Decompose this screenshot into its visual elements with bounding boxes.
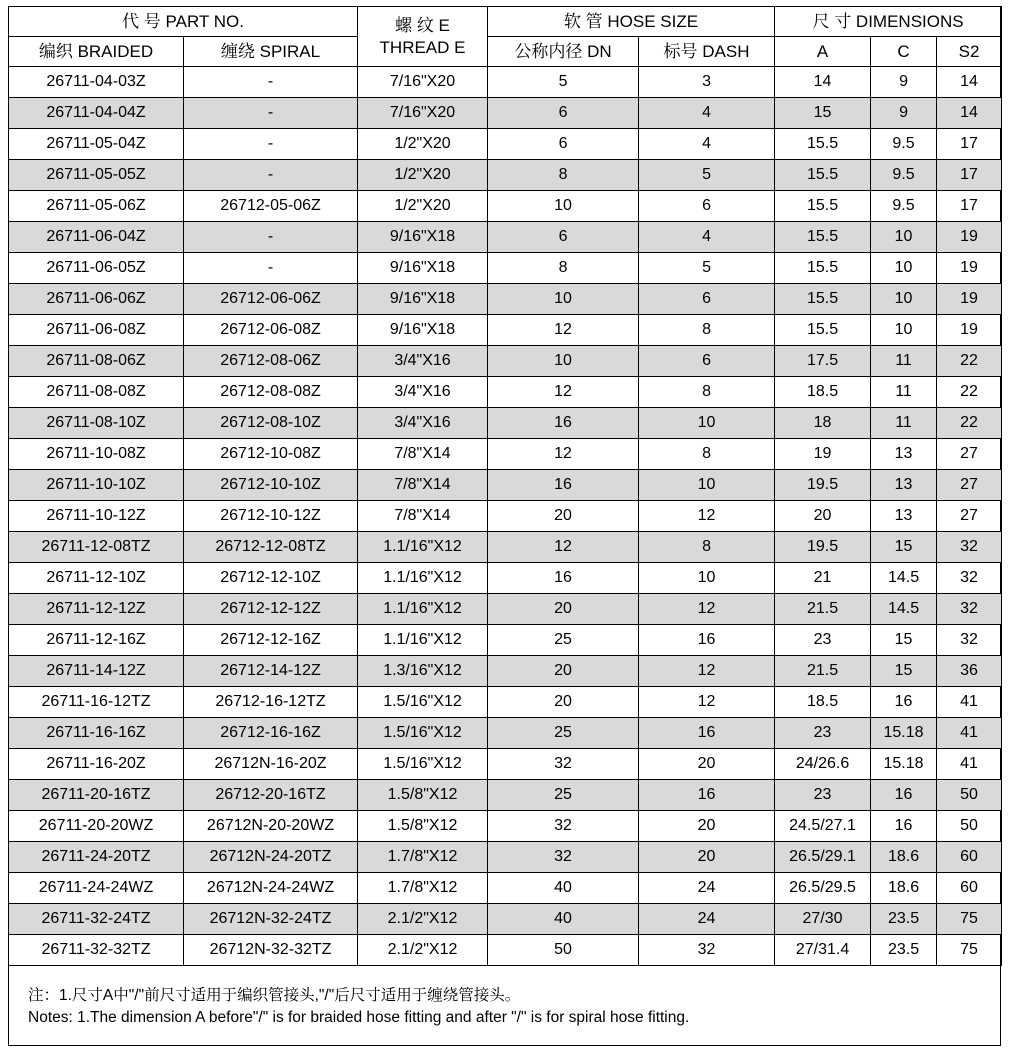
cell-braided-part: 26711-10-08Z — [9, 439, 184, 470]
cell-dim-c: 14.5 — [871, 563, 937, 594]
cell-spiral-part: 26712-05-06Z — [184, 191, 358, 222]
header-thread — [358, 7, 488, 67]
cell-braided-part: 26711-08-06Z — [9, 346, 184, 377]
cell-thread: 1.1/16"X12 — [358, 563, 488, 594]
cell-braided-part: 26711-14-12Z — [9, 656, 184, 687]
header-thread-cn: 螺 纹 E — [395, 15, 450, 35]
cell-dim-c: 13 — [871, 501, 937, 532]
cell-spiral-part: 26712-10-10Z — [184, 470, 358, 501]
cell-dim-a: 19 — [775, 439, 871, 470]
header-dn: 公称内径 DN — [488, 37, 639, 67]
cell-thread: 1/2"X20 — [358, 129, 488, 160]
cell-dim-a: 15.5 — [775, 253, 871, 284]
cell-dn: 6 — [488, 129, 639, 160]
cell-spiral-part: 26712-10-12Z — [184, 501, 358, 532]
header-thread-en: THREAD E — [379, 37, 466, 57]
cell-braided-part: 26711-16-20Z — [9, 749, 184, 780]
cell-dash: 16 — [639, 625, 775, 656]
cell-braided-part: 26711-06-05Z — [9, 253, 184, 284]
header-s2: S2 — [937, 37, 1002, 67]
table-row — [9, 749, 1002, 780]
cell-dash: 12 — [639, 594, 775, 625]
cell-dim-s2: 19 — [937, 222, 1002, 253]
header-dash: 标号 DASH — [639, 37, 775, 67]
table-row — [9, 811, 1002, 842]
cell-dim-a: 21.5 — [775, 656, 871, 687]
cell-dim-c: 23.5 — [871, 935, 937, 966]
cell-dim-c: 18.6 — [871, 873, 937, 904]
cell-dim-c: 11 — [871, 377, 937, 408]
cell-braided-part: 26711-12-08TZ — [9, 532, 184, 563]
cell-braided-part: 26711-24-20TZ — [9, 842, 184, 873]
cell-dash: 8 — [639, 377, 775, 408]
cell-dim-s2: 17 — [937, 129, 1002, 160]
cell-dim-a: 20 — [775, 501, 871, 532]
cell-dn: 12 — [488, 377, 639, 408]
cell-spiral-part: 26712-20-16TZ — [184, 780, 358, 811]
header-braided: 编织 BRAIDED — [9, 37, 184, 67]
cell-dn: 20 — [488, 501, 639, 532]
header-part-no: 代 号 PART NO. — [9, 7, 358, 37]
cell-dim-a: 18 — [775, 408, 871, 439]
cell-dim-s2: 50 — [937, 811, 1002, 842]
cell-spiral-part: - — [184, 253, 358, 284]
cell-dim-a: 23 — [775, 780, 871, 811]
cell-thread: 1.5/8"X12 — [358, 811, 488, 842]
cell-spiral-part: - — [184, 67, 358, 98]
cell-dim-a: 15.5 — [775, 315, 871, 346]
cell-braided-part: 26711-05-06Z — [9, 191, 184, 222]
cell-dash: 32 — [639, 935, 775, 966]
table-row — [9, 842, 1002, 873]
cell-thread: 3/4"X16 — [358, 377, 488, 408]
cell-dim-s2: 36 — [937, 656, 1002, 687]
cell-dim-a: 18.5 — [775, 377, 871, 408]
cell-dash: 20 — [639, 842, 775, 873]
table-row — [9, 253, 1002, 284]
cell-dim-c: 11 — [871, 346, 937, 377]
table-row — [9, 439, 1002, 470]
table-row — [9, 935, 1002, 966]
table-row — [9, 67, 1002, 98]
cell-dim-s2: 60 — [937, 873, 1002, 904]
cell-dim-s2: 19 — [937, 284, 1002, 315]
cell-dash: 6 — [639, 284, 775, 315]
cell-dim-c: 13 — [871, 439, 937, 470]
cell-dim-c: 9.5 — [871, 129, 937, 160]
table-row — [9, 222, 1002, 253]
cell-thread: 1.7/8"X12 — [358, 873, 488, 904]
cell-dim-s2: 32 — [937, 594, 1002, 625]
header-hose-size: 软 管 HOSE SIZE — [488, 7, 775, 37]
cell-dim-s2: 19 — [937, 253, 1002, 284]
cell-braided-part: 26711-12-10Z — [9, 563, 184, 594]
cell-dn: 40 — [488, 873, 639, 904]
cell-dash: 20 — [639, 811, 775, 842]
cell-thread: 1.5/16"X12 — [358, 687, 488, 718]
cell-dn: 25 — [488, 625, 639, 656]
cell-spiral-part: 26712-16-12TZ — [184, 687, 358, 718]
table-row — [9, 98, 1002, 129]
table-row — [9, 284, 1002, 315]
cell-dim-a: 27/30 — [775, 904, 871, 935]
cell-dash: 12 — [639, 656, 775, 687]
cell-dim-c: 10 — [871, 284, 937, 315]
cell-dim-c: 16 — [871, 780, 937, 811]
cell-spiral-part: 26712-06-08Z — [184, 315, 358, 346]
cell-dim-a: 26.5/29.5 — [775, 873, 871, 904]
table-header — [9, 7, 1002, 67]
cell-dim-c: 9.5 — [871, 191, 937, 222]
cell-dash: 6 — [639, 346, 775, 377]
cell-dash: 8 — [639, 315, 775, 346]
table-row — [9, 532, 1002, 563]
cell-spiral-part: 26712-12-08TZ — [184, 532, 358, 563]
cell-dim-a: 17.5 — [775, 346, 871, 377]
cell-spiral-part: 26712-08-08Z — [184, 377, 358, 408]
cell-dim-c: 18.6 — [871, 842, 937, 873]
cell-braided-part: 26711-20-16TZ — [9, 780, 184, 811]
table-row — [9, 377, 1002, 408]
cell-braided-part: 26711-24-24WZ — [9, 873, 184, 904]
cell-dim-s2: 41 — [937, 687, 1002, 718]
cell-dn: 16 — [488, 470, 639, 501]
cell-dim-s2: 22 — [937, 377, 1002, 408]
cell-thread: 2.1/2"X12 — [358, 904, 488, 935]
cell-dash: 4 — [639, 98, 775, 129]
cell-dash: 3 — [639, 67, 775, 98]
cell-dn: 12 — [488, 532, 639, 563]
cell-dim-c: 9 — [871, 67, 937, 98]
cell-spiral-part: 26712-16-16Z — [184, 718, 358, 749]
cell-dash: 20 — [639, 749, 775, 780]
cell-dn: 20 — [488, 594, 639, 625]
cell-thread: 1/2"X20 — [358, 160, 488, 191]
cell-dim-a: 24.5/27.1 — [775, 811, 871, 842]
cell-spiral-part: - — [184, 160, 358, 191]
cell-dim-c: 16 — [871, 811, 937, 842]
cell-dim-s2: 60 — [937, 842, 1002, 873]
cell-braided-part: 26711-16-16Z — [9, 718, 184, 749]
cell-braided-part: 26711-05-04Z — [9, 129, 184, 160]
cell-dim-c: 23.5 — [871, 904, 937, 935]
cell-spiral-part: - — [184, 129, 358, 160]
cell-dim-s2: 27 — [937, 501, 1002, 532]
table-row — [9, 904, 1002, 935]
cell-thread: 7/8"X14 — [358, 470, 488, 501]
cell-spiral-part: 26712N-24-20TZ — [184, 842, 358, 873]
cell-dash: 12 — [639, 687, 775, 718]
cell-dim-c: 14.5 — [871, 594, 937, 625]
cell-dim-s2: 32 — [937, 532, 1002, 563]
cell-dash: 16 — [639, 718, 775, 749]
cell-dim-a: 14 — [775, 67, 871, 98]
cell-dn: 12 — [488, 315, 639, 346]
header-spiral: 缠绕 SPIRAL — [184, 37, 358, 67]
cell-spiral-part: 26712-08-06Z — [184, 346, 358, 377]
cell-dn: 6 — [488, 222, 639, 253]
cell-thread: 1.1/16"X12 — [358, 532, 488, 563]
cell-dash: 5 — [639, 253, 775, 284]
cell-spiral-part: 26712N-20-20WZ — [184, 811, 358, 842]
cell-thread: 7/8"X14 — [358, 501, 488, 532]
cell-thread: 9/16"X18 — [358, 284, 488, 315]
cell-dim-a: 15.5 — [775, 222, 871, 253]
header-a: A — [775, 37, 871, 67]
note-cn: 注：1.尺寸A中"/"前尺寸适用于编织管接头,"/"后尺寸适用于缠绕管接头。 — [28, 987, 521, 1004]
cell-dn: 8 — [488, 160, 639, 191]
cell-dim-s2: 17 — [937, 160, 1002, 191]
cell-dn: 32 — [488, 842, 639, 873]
table-row — [9, 160, 1002, 191]
cell-thread: 1/2"X20 — [358, 191, 488, 222]
cell-dim-c: 9 — [871, 98, 937, 129]
cell-dn: 40 — [488, 904, 639, 935]
cell-braided-part: 26711-20-20WZ — [9, 811, 184, 842]
cell-dash: 8 — [639, 532, 775, 563]
cell-braided-part: 26711-12-12Z — [9, 594, 184, 625]
cell-braided-part: 26711-08-10Z — [9, 408, 184, 439]
cell-spiral-part: 26712-08-10Z — [184, 408, 358, 439]
cell-thread: 9/16"X18 — [358, 222, 488, 253]
cell-dn: 6 — [488, 98, 639, 129]
cell-spiral-part: 26712-12-10Z — [184, 563, 358, 594]
cell-thread: 7/8"X14 — [358, 439, 488, 470]
cell-thread: 2.1/2"X12 — [358, 935, 488, 966]
cell-spiral-part: 26712N-24-24WZ — [184, 873, 358, 904]
cell-braided-part: 26711-04-04Z — [9, 98, 184, 129]
cell-spiral-part: 26712-10-08Z — [184, 439, 358, 470]
cell-dash: 10 — [639, 563, 775, 594]
cell-dim-a: 27/31.4 — [775, 935, 871, 966]
cell-dn: 10 — [488, 191, 639, 222]
cell-thread: 1.1/16"X12 — [358, 625, 488, 656]
cell-dim-s2: 14 — [937, 98, 1002, 129]
table-row — [9, 780, 1002, 811]
cell-dn: 16 — [488, 563, 639, 594]
cell-dn: 8 — [488, 253, 639, 284]
cell-dim-a: 19.5 — [775, 470, 871, 501]
cell-dim-a: 23 — [775, 718, 871, 749]
cell-dim-a: 15.5 — [775, 284, 871, 315]
table-row — [9, 501, 1002, 532]
cell-thread: 1.1/16"X12 — [358, 594, 488, 625]
header-c: C — [871, 37, 937, 67]
cell-spiral-part: 26712N-32-24TZ — [184, 904, 358, 935]
cell-dn: 20 — [488, 687, 639, 718]
notes — [28, 985, 689, 1029]
cell-dim-c: 15 — [871, 532, 937, 563]
cell-spiral-part: - — [184, 222, 358, 253]
table-row — [9, 129, 1002, 160]
cell-dn: 10 — [488, 284, 639, 315]
cell-dim-s2: 75 — [937, 935, 1002, 966]
cell-spiral-part: - — [184, 98, 358, 129]
cell-dn: 25 — [488, 780, 639, 811]
table-row — [9, 594, 1002, 625]
cell-thread: 3/4"X16 — [358, 408, 488, 439]
cell-thread: 9/16"X18 — [358, 253, 488, 284]
cell-dim-s2: 27 — [937, 470, 1002, 501]
cell-dn: 10 — [488, 346, 639, 377]
cell-braided-part: 26711-16-12TZ — [9, 687, 184, 718]
cell-thread: 1.3/16"X12 — [358, 656, 488, 687]
cell-dim-s2: 22 — [937, 408, 1002, 439]
cell-spiral-part: 26712N-16-20Z — [184, 749, 358, 780]
cell-dn: 12 — [488, 439, 639, 470]
cell-dash: 8 — [639, 439, 775, 470]
cell-dim-c: 10 — [871, 253, 937, 284]
cell-dim-s2: 50 — [937, 780, 1002, 811]
cell-dim-c: 16 — [871, 687, 937, 718]
cell-dim-s2: 41 — [937, 749, 1002, 780]
cell-dim-a: 15.5 — [775, 129, 871, 160]
cell-braided-part: 26711-10-10Z — [9, 470, 184, 501]
cell-dash: 10 — [639, 408, 775, 439]
cell-braided-part: 26711-05-05Z — [9, 160, 184, 191]
cell-spiral-part: 26712-14-12Z — [184, 656, 358, 687]
cell-spiral-part: 26712-06-06Z — [184, 284, 358, 315]
cell-dash: 10 — [639, 470, 775, 501]
cell-thread: 1.5/16"X12 — [358, 749, 488, 780]
table-row — [9, 718, 1002, 749]
cell-dash: 5 — [639, 160, 775, 191]
cell-dim-a: 15.5 — [775, 160, 871, 191]
table-row — [9, 191, 1002, 222]
cell-thread: 1.7/8"X12 — [358, 842, 488, 873]
cell-dim-c: 13 — [871, 470, 937, 501]
cell-dim-a: 18.5 — [775, 687, 871, 718]
cell-dn: 5 — [488, 67, 639, 98]
cell-dim-s2: 32 — [937, 625, 1002, 656]
cell-braided-part: 26711-04-03Z — [9, 67, 184, 98]
table-row — [9, 315, 1002, 346]
cell-dn: 50 — [488, 935, 639, 966]
cell-dn: 32 — [488, 749, 639, 780]
cell-dn: 20 — [488, 656, 639, 687]
cell-dash: 4 — [639, 222, 775, 253]
header-dimensions: 尺 寸 DIMENSIONS — [775, 7, 1002, 37]
cell-dim-c: 11 — [871, 408, 937, 439]
table-row — [9, 408, 1002, 439]
cell-spiral-part: 26712N-32-32TZ — [184, 935, 358, 966]
cell-dn: 32 — [488, 811, 639, 842]
cell-dim-s2: 17 — [937, 191, 1002, 222]
cell-dn: 25 — [488, 718, 639, 749]
cell-braided-part: 26711-06-08Z — [9, 315, 184, 346]
cell-dim-c: 15 — [871, 625, 937, 656]
cell-braided-part: 26711-08-08Z — [9, 377, 184, 408]
cell-dim-a: 24/26.6 — [775, 749, 871, 780]
cell-braided-part: 26711-12-16Z — [9, 625, 184, 656]
table-row — [9, 625, 1002, 656]
cell-dash: 12 — [639, 501, 775, 532]
table-row — [9, 687, 1002, 718]
cell-dn: 16 — [488, 408, 639, 439]
cell-braided-part: 26711-06-06Z — [9, 284, 184, 315]
cell-dim-s2: 32 — [937, 563, 1002, 594]
cell-dash: 4 — [639, 129, 775, 160]
table-row — [9, 656, 1002, 687]
cell-spiral-part: 26712-12-16Z — [184, 625, 358, 656]
cell-dim-a: 21 — [775, 563, 871, 594]
cell-thread: 1.5/16"X12 — [358, 718, 488, 749]
cell-dim-s2: 75 — [937, 904, 1002, 935]
cell-dim-c: 15.18 — [871, 718, 937, 749]
cell-braided-part: 26711-10-12Z — [9, 501, 184, 532]
cell-dim-a: 23 — [775, 625, 871, 656]
cell-dim-c: 10 — [871, 222, 937, 253]
cell-thread: 9/16"X18 — [358, 315, 488, 346]
cell-dim-c: 10 — [871, 315, 937, 346]
cell-dash: 24 — [639, 904, 775, 935]
part-spec-table — [8, 6, 1002, 966]
cell-thread: 7/16"X20 — [358, 98, 488, 129]
cell-dash: 16 — [639, 780, 775, 811]
cell-dim-a: 21.5 — [775, 594, 871, 625]
cell-braided-part: 26711-32-32TZ — [9, 935, 184, 966]
cell-spiral-part: 26712-12-12Z — [184, 594, 358, 625]
cell-thread: 7/16"X20 — [358, 67, 488, 98]
cell-dim-s2: 22 — [937, 346, 1002, 377]
cell-dim-c: 9.5 — [871, 160, 937, 191]
cell-dash: 24 — [639, 873, 775, 904]
cell-dash: 6 — [639, 191, 775, 222]
cell-dim-s2: 14 — [937, 67, 1002, 98]
cell-dim-c: 15.18 — [871, 749, 937, 780]
table-row — [9, 470, 1002, 501]
cell-dim-a: 26.5/29.1 — [775, 842, 871, 873]
cell-dim-a: 19.5 — [775, 532, 871, 563]
cell-thread: 3/4"X16 — [358, 346, 488, 377]
table-body — [9, 67, 1002, 966]
table-row — [9, 873, 1002, 904]
note-en: Notes: 1.The dimension A before"/" is for braided hose fitting and after "/" is for spiral hose fitting. — [28, 1009, 690, 1026]
table-row — [9, 563, 1002, 594]
cell-dim-c: 15 — [871, 656, 937, 687]
cell-braided-part: 26711-06-04Z — [9, 222, 184, 253]
cell-dim-s2: 27 — [937, 439, 1002, 470]
cell-braided-part: 26711-32-24TZ — [9, 904, 184, 935]
cell-thread: 1.5/8"X12 — [358, 780, 488, 811]
cell-dim-s2: 41 — [937, 718, 1002, 749]
cell-dim-a: 15.5 — [775, 191, 871, 222]
cell-dim-s2: 19 — [937, 315, 1002, 346]
table-row — [9, 346, 1002, 377]
cell-dim-a: 15 — [775, 98, 871, 129]
